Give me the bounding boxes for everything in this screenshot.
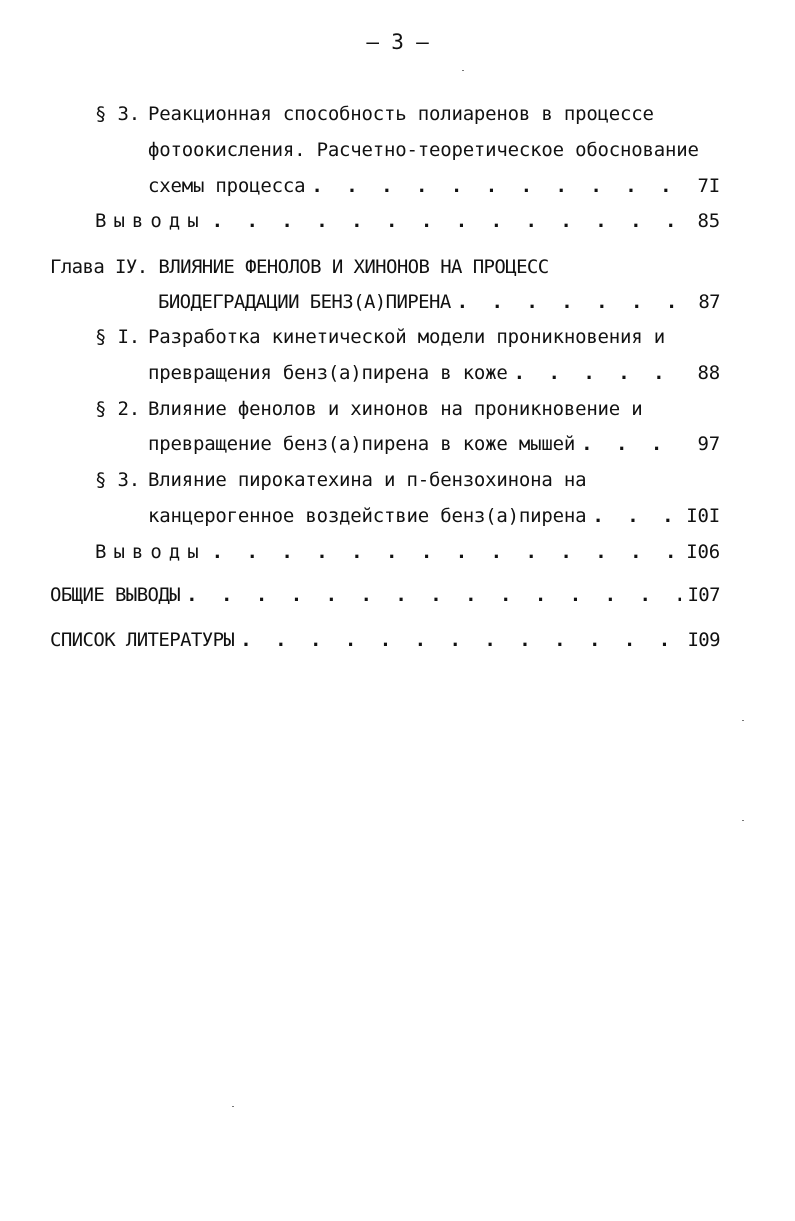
toc-s3b-line2: канцерогенное воздействие бенз(а)пирена bbox=[148, 505, 587, 527]
toc-s2-marker: § 2. bbox=[95, 398, 140, 420]
toc-s1-marker: § I. bbox=[95, 326, 140, 348]
dot-leader bbox=[457, 289, 684, 315]
toc-general-conclusions-page: I07 bbox=[687, 584, 720, 606]
toc-s3a-marker: § 3. bbox=[95, 103, 140, 125]
dot-leader bbox=[212, 539, 681, 565]
toc-conclusions-3-label: Выводы bbox=[95, 210, 206, 232]
toc-entry-conclusions-3[interactable] bbox=[95, 208, 720, 234]
scan-speck bbox=[742, 720, 744, 721]
toc-chapter4-line1: Глава IУ. ВЛИЯНИЕ ФЕНОЛОВ И ХИНОНОВ НА ПРОЦЕСС bbox=[50, 256, 549, 278]
toc-s1-line1: Разработка кинетической модели проникновения и bbox=[148, 326, 665, 348]
toc-general-conclusions-label: ОБЩИЕ ВЫВОДЫ bbox=[50, 584, 181, 606]
toc-conclusions-4-label: Выводы bbox=[95, 541, 206, 563]
toc-s2-line1: Влияние фенолов и хинонов на проникновение и bbox=[148, 398, 643, 420]
dot-leader bbox=[186, 582, 681, 608]
toc-references-label: СПИСОК ЛИТЕРАТУРЫ bbox=[50, 629, 235, 651]
toc-entry-conclusions-4[interactable] bbox=[95, 539, 720, 565]
toc-entry-s3b[interactable] bbox=[148, 503, 720, 529]
toc-s1-page: 88 bbox=[697, 362, 720, 384]
toc-entry-s2[interactable] bbox=[148, 431, 720, 457]
toc-conclusions-4-page: I06 bbox=[686, 541, 720, 563]
toc-chapter4-line2: БИОДЕГРАДАЦИИ БЕНЗ(А)ПИРЕНА bbox=[158, 291, 451, 313]
dot-leader bbox=[581, 431, 684, 457]
toc-s3b-marker: § 3. bbox=[95, 469, 140, 491]
toc-references-page: I09 bbox=[687, 629, 720, 651]
dot-leader bbox=[592, 503, 680, 529]
toc-s3a-line3: схемы процесса bbox=[148, 175, 306, 197]
toc-entry-s1[interactable] bbox=[148, 360, 720, 386]
scan-speck bbox=[232, 1106, 234, 1107]
dot-leader bbox=[240, 627, 681, 653]
dot-leader bbox=[514, 360, 684, 386]
toc-s3b-page: I0I bbox=[686, 505, 720, 527]
toc-entry-general-conclusions[interactable] bbox=[50, 582, 720, 608]
toc-chapter4-page: 87 bbox=[698, 291, 720, 313]
toc-entry-s3a[interactable] bbox=[148, 173, 720, 199]
dot-leader bbox=[311, 173, 684, 199]
dot-leader bbox=[212, 208, 684, 234]
toc-entry-references[interactable] bbox=[50, 627, 720, 653]
toc-s3a-page: 7I bbox=[697, 175, 720, 197]
toc-s2-page: 97 bbox=[697, 433, 720, 455]
toc-conclusions-3-page: 85 bbox=[697, 210, 720, 232]
page-number: – 3 – bbox=[366, 30, 429, 54]
toc-s3a-line1: Реакционная способность полиаренов в процессе bbox=[148, 103, 654, 125]
toc-entry-chapter4[interactable] bbox=[158, 289, 720, 315]
toc-s1-line2: превращения бенз(а)пирена в коже bbox=[148, 362, 508, 384]
scan-speck bbox=[742, 820, 744, 821]
toc-s3b-line1: Влияние пирокатехина и п-бензохинона на bbox=[148, 469, 587, 491]
toc-s2-line2: превращение бенз(а)пирена в коже мышей bbox=[148, 433, 576, 455]
toc-s3a-line2: фотоокисления. Расчетно-теоретическое обоснование bbox=[148, 139, 699, 161]
scan-speck bbox=[462, 70, 464, 71]
